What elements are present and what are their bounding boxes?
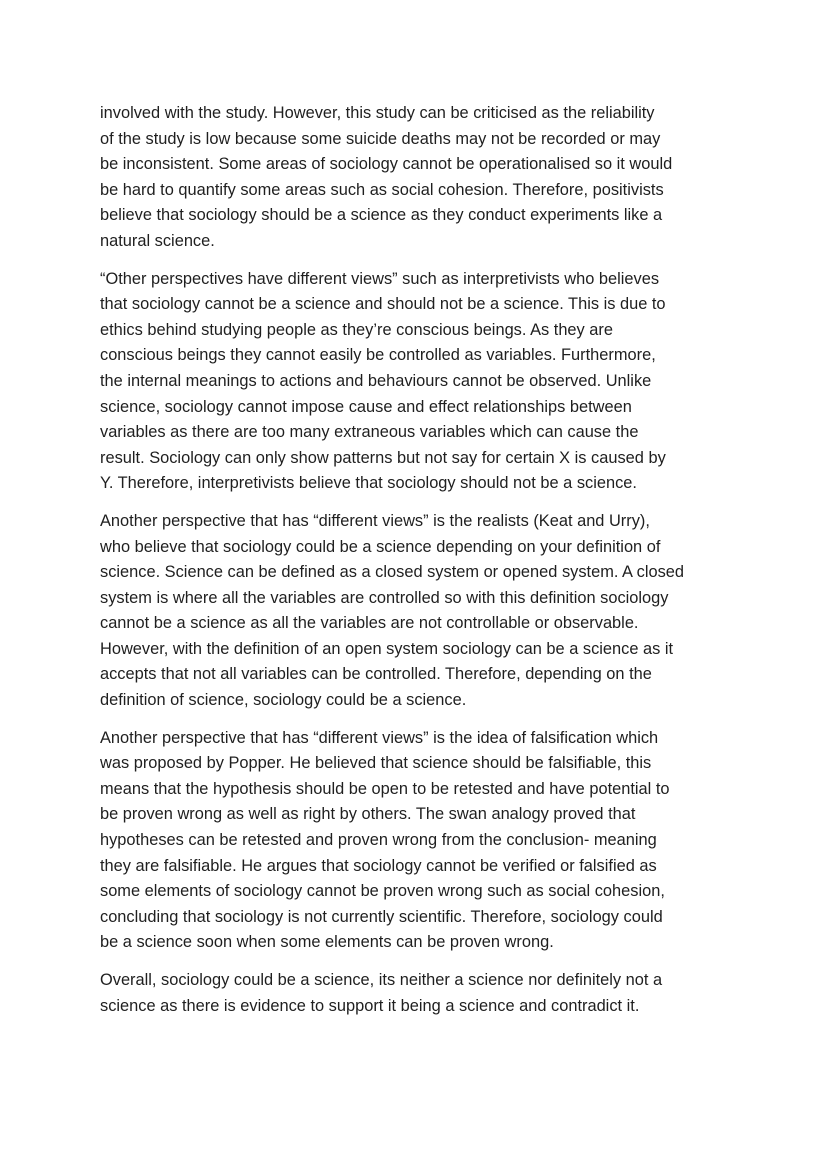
- text-line: cannot be a science as all the variables are not controllable or observable.: [100, 614, 639, 633]
- text-line: be proven wrong as well as right by others. The swan analogy proved that: [100, 805, 636, 824]
- paragraph-conclusion: [100, 968, 728, 1019]
- paragraph-positivists: [100, 101, 728, 255]
- essay-body: [100, 101, 728, 1031]
- text-line: conscious beings they cannot easily be controlled as variables. Furthermore,: [100, 346, 656, 365]
- text-line: the internal meanings to actions and behaviours cannot be observed. Unlike: [100, 371, 652, 390]
- text-line: of the study is low because some suicide deaths may not be recorded or may: [100, 129, 661, 148]
- paragraph-realists: [100, 509, 728, 714]
- text-line: system is where all the variables are controlled so with this definition sociology: [100, 588, 669, 607]
- text-line: some elements of sociology cannot be proven wrong such as social cohesion,: [100, 882, 665, 901]
- text-line: natural science.: [100, 231, 215, 250]
- text-line: Another perspective that has “different views” is the idea of falsification which: [100, 728, 659, 747]
- text-line: science as there is evidence to support it being a science and contradict it.: [100, 996, 640, 1015]
- text-line: was proposed by Popper. He believed that science should be falsifiable, this: [100, 754, 652, 773]
- text-line: involved with the study. However, this study can be criticised as the reliability: [100, 104, 655, 122]
- text-line: be inconsistent. Some areas of sociology cannot be operationalised so it would: [100, 155, 673, 174]
- text-line: accepts that not all variables can be controlled. Therefore, depending on the: [100, 665, 652, 684]
- text-line: ethics behind studying people as they’re conscious beings. As they are: [100, 320, 613, 339]
- text-line: that sociology cannot be a science and should not be a science. This is due to: [100, 295, 666, 314]
- paragraph-falsification: [100, 726, 728, 956]
- text-line: Overall, sociology could be a science, its neither a science nor definitely not a: [100, 971, 663, 989]
- text-line: Y. Therefore, interpretivists believe that sociology should not be a science.: [100, 474, 637, 493]
- text-line: science, sociology cannot impose cause and effect relationships between: [100, 397, 632, 416]
- text-line: However, with the definition of an open system sociology can be a science as it: [100, 639, 674, 658]
- text-line: Another perspective that has “different views” is the realists (Keat and Urry),: [100, 511, 650, 530]
- text-line: believe that sociology should be a science as they conduct experiments like a: [100, 206, 663, 225]
- text-line: result. Sociology can only show patterns but not say for certain X is caused by: [100, 448, 666, 467]
- text-line: who believe that sociology could be a science depending on your definition of: [100, 537, 661, 556]
- text-line: definition of science, sociology could be a science.: [100, 691, 467, 710]
- text-line: means that the hypothesis should be open to be retested and have potential to: [100, 779, 670, 798]
- text-line: “Other perspectives have different views” such as interpretivists who believes: [100, 269, 660, 288]
- text-line: be a science soon when some elements can be proven wrong.: [100, 933, 554, 952]
- text-line: concluding that sociology is not currently scientific. Therefore, sociology could: [100, 907, 663, 926]
- text-line: variables as there are too many extraneous variables which can cause the: [100, 423, 639, 442]
- text-line: be hard to quantify some areas such as social cohesion. Therefore, positivists: [100, 180, 664, 199]
- paragraph-interpretivists: [100, 267, 728, 497]
- text-line: they are falsifiable. He argues that sociology cannot be verified or falsified as: [100, 856, 657, 875]
- text-line: science. Science can be defined as a closed system or opened system. A closed: [100, 563, 685, 582]
- text-line: hypotheses can be retested and proven wrong from the conclusion- meaning: [100, 831, 657, 850]
